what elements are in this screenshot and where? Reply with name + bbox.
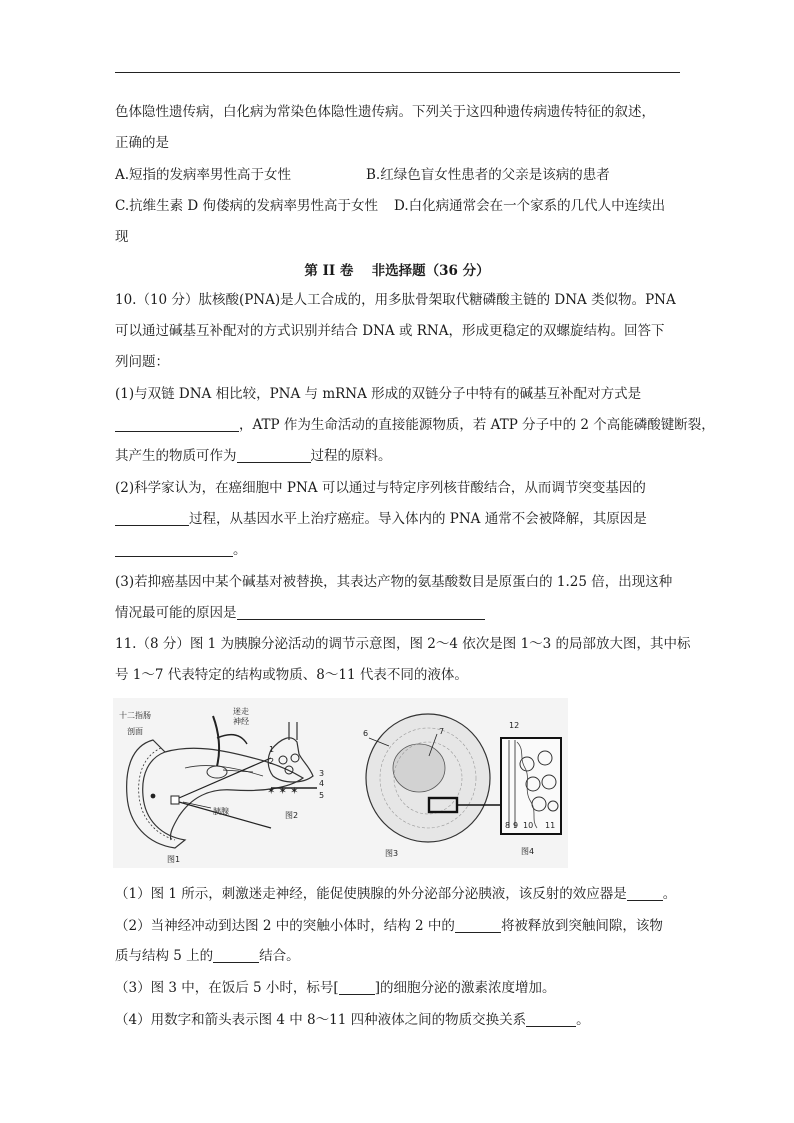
- q10-part2-text: 过程，从基因水平上治疗癌症。导入体内的 PNA 通常不会被降解，其原因是: [189, 511, 647, 527]
- q11-part4: [115, 1010, 590, 1030]
- answer-blank[interactable]: [237, 604, 485, 620]
- pancreas-figure: [113, 698, 568, 868]
- label-section: 剖面: [127, 727, 143, 736]
- q11-part2b-pre: 质与结构 5 上的: [115, 948, 214, 964]
- answer-blank[interactable]: [526, 1011, 576, 1027]
- q11-part2-post: 将被释放到突触间隙，该物: [500, 918, 663, 934]
- q9-stem-line2: 正确的是: [115, 135, 169, 151]
- q11-part1-post: 。: [662, 886, 677, 902]
- label-6: 6: [363, 729, 369, 738]
- q10-intro-line1: 10.（10 分）肽核酸(PNA)是人工合成的，用多肽骨架取代糖磷酸主链的 DNA 类似物。PNA: [115, 292, 676, 308]
- label-5: 5: [319, 791, 325, 800]
- q10-part1-line3: [115, 446, 392, 466]
- answer-blank[interactable]: [237, 447, 311, 463]
- q10-part1-text: ，ATP 作为生命活动的直接能源物质，若 ATP 分子中的 2 个高能磷酸键断裂，: [239, 417, 715, 433]
- q10-part2-line3: [115, 540, 247, 560]
- q10-part3-pre: 情况最可能的原因是: [115, 605, 237, 621]
- q10-part2-end: 。: [233, 542, 247, 558]
- q9-option-c: C.抗维生素 D 佝偻病的发病率男性高于女性: [115, 198, 379, 214]
- label-1: 1: [269, 745, 275, 754]
- q11-intro-line1: 11.（8 分）图 1 为胰腺分泌活动的调节示意图，图 2～4 依次是图 1～3 的局部放大图，其中标: [115, 636, 691, 652]
- answer-blank[interactable]: [115, 416, 239, 432]
- q11-part2-line2: [115, 946, 300, 966]
- q11-part1: [115, 884, 676, 904]
- q9-stem-line1: 色体隐性遗传病，白化病为常染色体隐性遗传病。下列关于这四种遗传病遗传特征的叙述，: [115, 104, 655, 120]
- q10-part2-line1: (2)科学家认为，在癌细胞中 PNA 可以通过与特定序列核苷酸结合，从而调节突变基因的: [115, 480, 646, 496]
- q9-option-d: D.白化病通常会在一个家系的几代人中连续出: [394, 198, 666, 214]
- q11-part4-post: 。: [576, 1012, 590, 1028]
- pancreas-diagram: [113, 698, 568, 868]
- q11-part1-pre: （1）图 1 所示，刺激迷走神经，能促使胰腺的外分泌部分泌胰液，该反射的效应器是: [115, 886, 627, 902]
- figure4-frame: [501, 738, 561, 834]
- caption-figure2: 图2: [285, 811, 299, 820]
- q10-part3-line2: [115, 603, 485, 623]
- q10-intro-line2: 可以通过碱基互补配对的方式识别并结合 DNA 或 RNA，形成更稳定的双螺旋结构。回答下: [115, 323, 665, 339]
- q11-part3-post: ]的细胞分泌的激素浓度增加。: [374, 980, 556, 996]
- label-vagus-2: 神经: [233, 717, 249, 726]
- label-duodenum: 十二指肠: [119, 711, 151, 720]
- q11-part2b-post: 结合。: [259, 948, 300, 964]
- q10-part1-post: 过程的原料。: [310, 448, 392, 464]
- label-3: 3: [319, 769, 325, 778]
- figure1-zoom-box: [171, 796, 179, 804]
- caption-figure3: 图3: [385, 849, 399, 858]
- label-2: 2: [269, 757, 275, 766]
- answer-blank[interactable]: [339, 979, 375, 995]
- answer-blank[interactable]: [115, 510, 189, 526]
- q9-option-a: A.短指的发病率男性高于女性: [115, 167, 292, 183]
- header-rule: [115, 72, 680, 73]
- q10-intro-line3: 列问题：: [115, 354, 169, 370]
- label-4: 4: [319, 779, 325, 788]
- q11-part3-pre: （3）图 3 中，在饭后 5 小时，标号[: [115, 980, 339, 996]
- caption-figure1: 图1: [167, 855, 181, 864]
- answer-blank[interactable]: [213, 947, 259, 963]
- q10-part1-pre: 其产生的物质可作为: [115, 448, 237, 464]
- receptor-mark: ✶ ✶ ✶: [267, 786, 299, 797]
- q10-part2-line2: [115, 509, 647, 529]
- q11-intro-line2: 号 1～7 代表特定的结构或物质、8～11 代表不同的液体。: [115, 667, 468, 683]
- label-9: 9: [513, 821, 519, 830]
- label-11: 11: [545, 821, 556, 830]
- q9-option-d-cont: 现: [115, 229, 129, 245]
- duct-opening: [151, 794, 156, 799]
- answer-blank[interactable]: [627, 885, 663, 901]
- answer-blank[interactable]: [115, 541, 233, 557]
- q10-part3-line1: (3)若抑癌基因中某个碱基对被替换，其表达产物的氨基酸数目是原蛋白的 1.25 倍，出现这种: [115, 574, 673, 590]
- q11-part4-pre: （4）用数字和箭头表示图 4 中 8～11 四种液体之间的物质交换关系: [115, 1012, 527, 1028]
- q10-part1-line2: [115, 415, 715, 435]
- label-7: 7: [439, 727, 445, 736]
- label-12: 12: [509, 721, 520, 730]
- q11-part3: [115, 978, 555, 998]
- q9-option-b: B.红绿色盲女性患者的父亲是该病的患者: [366, 167, 610, 183]
- q11-part2-pre: （2）当神经冲动到达图 2 中的突触小体时，结构 2 中的: [115, 918, 455, 934]
- q10-part1-line1: (1)与双链 DNA 相比较，PNA 与 mRNA 形成的双链分子中特有的碱基互补配对方式是: [115, 386, 642, 402]
- answer-blank[interactable]: [455, 917, 501, 933]
- label-pancreas: 胰腺: [213, 807, 229, 816]
- section-title: 第 II 卷 非选择题（36 分）: [304, 263, 490, 279]
- label-10: 10: [523, 821, 534, 830]
- caption-figure4: 图4: [521, 847, 535, 856]
- islet-core: [393, 744, 445, 792]
- label-vagus-1: 迷走: [233, 707, 249, 716]
- label-8: 8: [505, 821, 511, 830]
- q11-part2-line1: [115, 916, 663, 936]
